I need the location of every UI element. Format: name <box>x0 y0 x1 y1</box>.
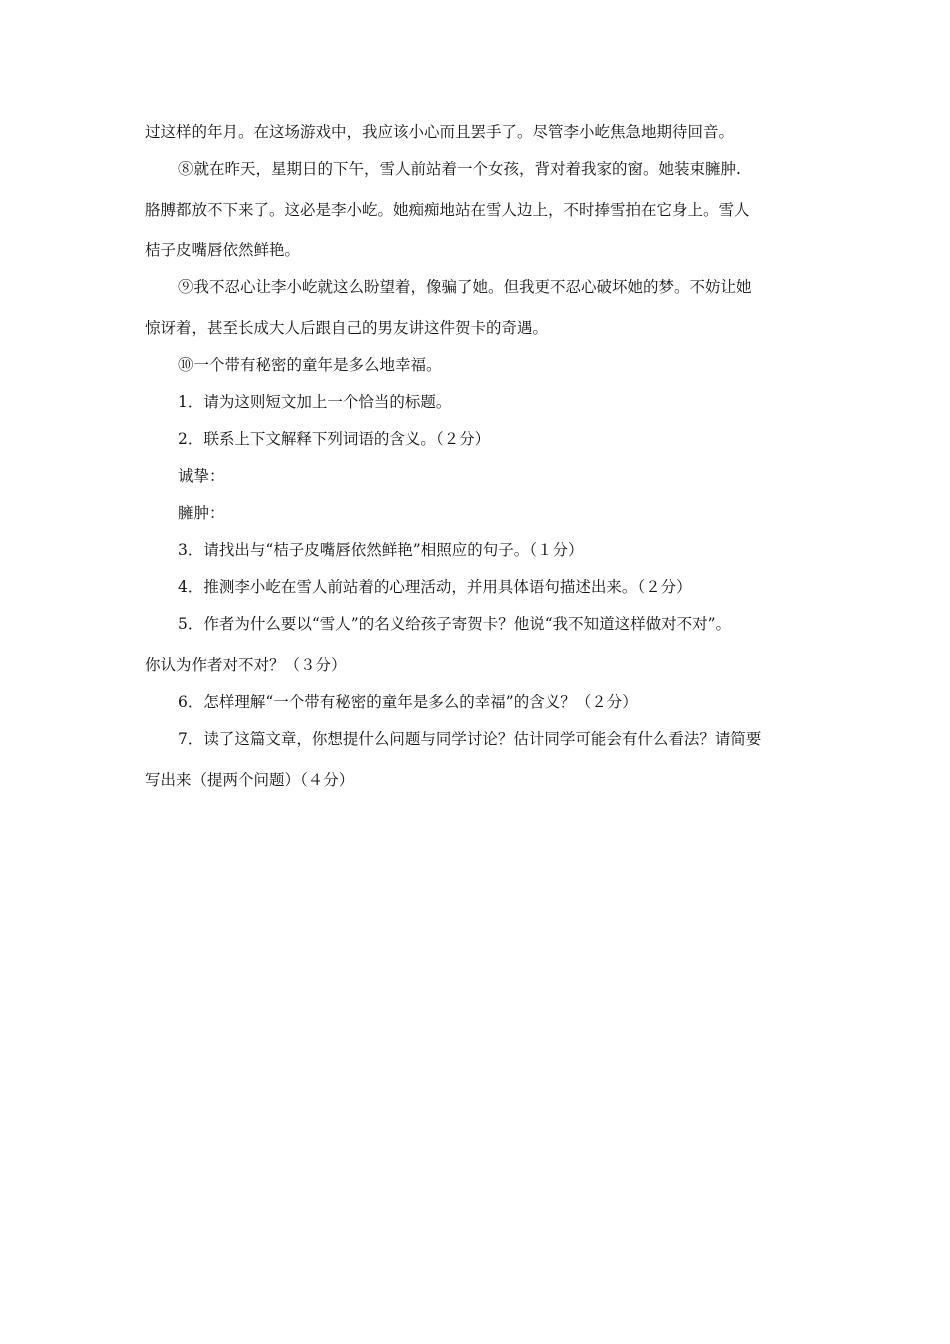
text-line: 过这样的年月。在这场游戏中，我应该小心而且罢手了。尽管李小屹焦急地期待回音。 <box>145 123 735 141</box>
text-line: 桔子皮嘴唇依然鲜艳。 <box>145 241 301 259</box>
text-line: 2．联系上下文解释下列词语的含义。（２分） <box>178 430 491 448</box>
text-line: ⑧就在昨天，星期日的下午，雪人前站着一个女孩，背对着我家的窗。她装束臃肿. <box>178 160 741 178</box>
text-line: 你认为作者对不对？（３分） <box>145 656 347 674</box>
text-line: 4．推测李小屹在雪人前站着的心理活动，并用具体语句描述出来。（２分） <box>178 578 692 596</box>
text-line: 7．读了这篇文章，你想提什么问题与同学讨论？估计同学可能会有什么看法？请简要 <box>178 730 762 748</box>
document-body <box>145 122 813 790</box>
text-line: 惊讶着，甚至长成大人后跟自己的男友讲这件贺卡的奇遇。 <box>145 319 549 337</box>
text-line: 写出来（提两个问题）（４分） <box>145 771 355 789</box>
text-line: ⑨我不忍心让李小屹就这么盼望着，像骗了她。但我更不忍心破坏她的梦。不妨让她 <box>178 278 752 296</box>
text-line: 3．请找出与“桔子皮嘴唇依然鲜艳”相照应的句子。（１分） <box>178 541 584 559</box>
text-line: 1．请为这则短文加上一个恰当的标题。 <box>178 393 452 411</box>
text-line: 胳膊都放不下来了。这必是李小屹。她痴痴地站在雪人边上，不时捧雪拍在它身上。雪人 <box>145 201 750 219</box>
text-line: 臃肿： <box>178 504 225 522</box>
text-line: 诚挚： <box>178 467 225 485</box>
text-line: 6．怎样理解“一个带有秘密的童年是多么的幸福”的含义？（２分） <box>178 693 638 711</box>
text-line: 5．作者为什么要以“雪人”的名义给孩子寄贺卡？他说“我不知道这样做对不对”。 <box>178 615 732 633</box>
text-line: ⑩一个带有秘密的童年是多么地幸福。 <box>178 356 442 374</box>
